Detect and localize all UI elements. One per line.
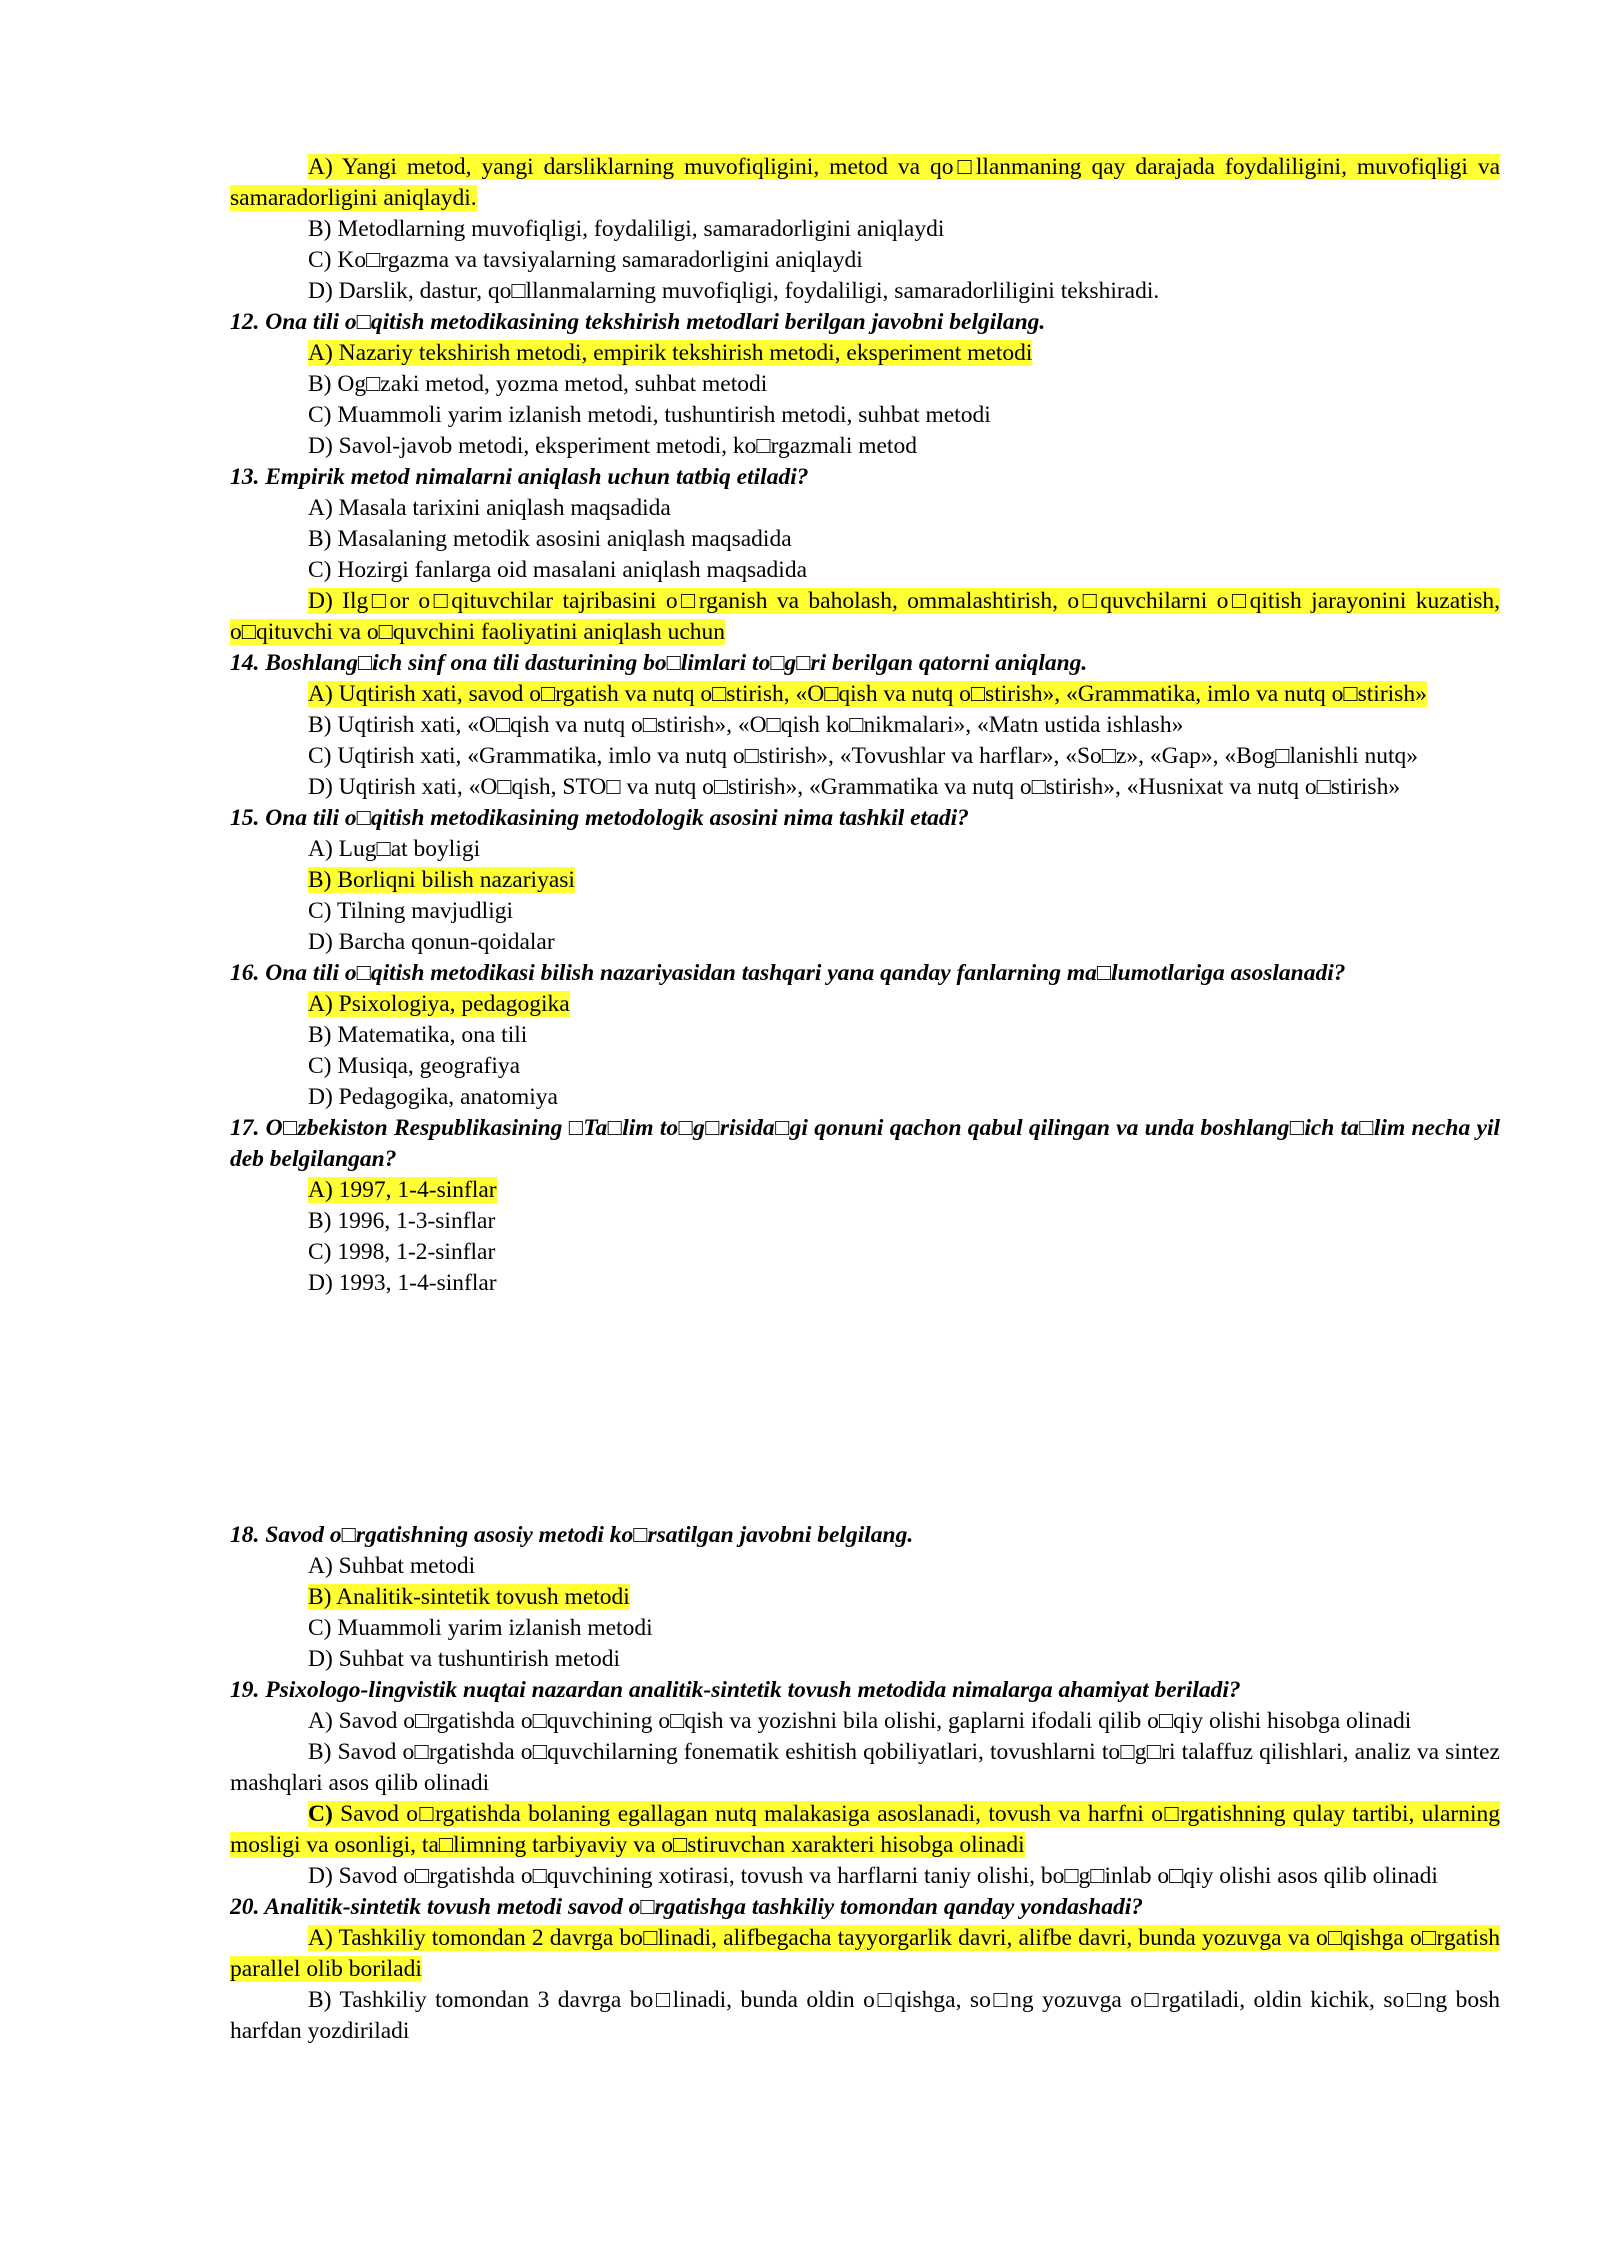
answer-option bbox=[230, 896, 1500, 927]
option-label: B) Analitik-sintetik tovush metodi bbox=[308, 1584, 630, 1610]
answer-option bbox=[230, 1082, 1500, 1113]
option-label: B) Metodlarning muvofiqligi, foydaliligi, samaradorligini aniqlaydi bbox=[308, 216, 945, 242]
answer-option bbox=[230, 493, 1500, 524]
question-label: 12. Ona tili o□qitish metodikasining tekshirish metodlari berilgan javobni belgilang. bbox=[230, 309, 1046, 335]
question-label: 16. Ona tili o□qitish metodikasi bilish nazariyasidan tashqari yana qanday fanlarning ma□lumotlariga asoslanadi? bbox=[230, 960, 1346, 986]
question-label: 19. Psixologo-lingvistik nuqtai nazardan analitik-sintetik tovush metodida nimalarga ahamiyat beriladi? bbox=[230, 1677, 1241, 1703]
option-label: A) Psixologiya, pedagogika bbox=[308, 991, 570, 1017]
question-label: 13. Empirik metod nimalarni aniqlash uchun tatbiq etiladi? bbox=[230, 464, 809, 490]
question-label: 14. Boshlang□ich sinf ona tili dasturining bo□limlari to□g□ri berilgan qatorni aniqlang. bbox=[230, 650, 1088, 676]
option-label: B) Uqtirish xati, «O□qish va nutq o□stirish», «O□qish ko□nikmalari», «Matn ustida ishlash» bbox=[308, 712, 1184, 738]
document-section-bottom bbox=[230, 1520, 1500, 2047]
answer-option bbox=[230, 1706, 1500, 1737]
answer-option bbox=[230, 710, 1500, 741]
option-label: B) 1996, 1-3-sinflar bbox=[308, 1208, 496, 1234]
answer-option bbox=[230, 1237, 1500, 1268]
option-label: D) Darslik, dastur, qo□llanmalarning muvofiqligi, foydaliligi, samaradorliligini tekshiradi. bbox=[308, 278, 1160, 304]
answer-option bbox=[230, 1020, 1500, 1051]
answer-option bbox=[230, 1206, 1500, 1237]
option-label: D) Pedagogika, anatomiya bbox=[308, 1084, 558, 1110]
option-label: A) Savod o□rgatishda o□quvchining o□qish va yozishni bila olishi, gaplarni ifodali qilib o□qiy olishi hisobga olinadi bbox=[308, 1708, 1412, 1734]
question-text bbox=[230, 1520, 1500, 1551]
question-label: 17. O□zbekiston Respublikasining □Ta□lim to□g□risida□gi qonuni qachon qabul qilingan va unda boshlang□ich ta□lim necha yil deb belgilangan? bbox=[230, 1115, 1500, 1172]
option-label: A) Suhbat metodi bbox=[308, 1553, 476, 1579]
option-label: B) Matematika, ona tili bbox=[308, 1022, 528, 1048]
answer-option bbox=[230, 400, 1500, 431]
answer-option bbox=[230, 989, 1500, 1020]
option-label: D) Suhbat va tushuntirish metodi bbox=[308, 1646, 621, 1672]
option-label: C) Uqtirish xati, «Grammatika, imlo va nutq o□stirish», «Tovushlar va harflar», «So□z», «Gap», «Bog□lanishli nutq» bbox=[308, 743, 1419, 769]
answer-option bbox=[230, 586, 1500, 648]
answer-option bbox=[230, 927, 1500, 958]
question-text bbox=[230, 462, 1500, 493]
answer-option bbox=[230, 338, 1500, 369]
option-label: D) Barcha qonun-qoidalar bbox=[308, 929, 555, 955]
answer-option bbox=[230, 555, 1500, 586]
answer-option bbox=[230, 1644, 1500, 1675]
option-label: A) Masala tarixini aniqlash maqsadida bbox=[308, 495, 671, 521]
answer-option bbox=[230, 1737, 1500, 1799]
answer-option bbox=[230, 1613, 1500, 1644]
question-label: 18. Savod o□rgatishning asosiy metodi ko□rsatilgan javobni belgilang. bbox=[230, 1522, 914, 1548]
question-label: 15. Ona tili o□qitish metodikasining metodologik asosini nima tashkil etadi? bbox=[230, 805, 969, 831]
option-letter: C) bbox=[308, 1801, 333, 1827]
option-label: B) Borliqni bilish nazariyasi bbox=[308, 867, 575, 893]
answer-option bbox=[230, 1268, 1500, 1299]
option-label: D) Ilg□or o□qituvchilar tajribasini o□rganish va baholash, ommalashtirish, o□quvchilarni o□qitish jarayonini kuzatish, o□qituvchi va o□quvchini faoliyatini aniqlash uchun bbox=[230, 588, 1500, 645]
option-label: C) Ko□rgazma va tavsiyalarning samaradorligini aniqlaydi bbox=[308, 247, 863, 273]
answer-option bbox=[230, 431, 1500, 462]
option-label: C) Hozirgi fanlarga oid masalani aniqlash maqsadida bbox=[308, 557, 808, 583]
option-label: C) Tilning mavjudligi bbox=[308, 898, 514, 924]
answer-option bbox=[230, 1985, 1500, 2047]
option-label: C) Savod o□rgatishda bolaning egallagan nutq malakasiga asoslanadi, tovush va harfni o□rgatishning qulay tartibi, ularning mosligi va osonligi, ta□limning tarbiyaviy va o□stiruvchan xarakteri hisobga olinadi bbox=[230, 1801, 1500, 1858]
option-label: D) 1993, 1-4-sinflar bbox=[308, 1270, 497, 1296]
option-label: A) Lug□at boyligi bbox=[308, 836, 481, 862]
option-label: B) Og□zaki metod, yozma metod, suhbat metodi bbox=[308, 371, 768, 397]
answer-option bbox=[230, 679, 1500, 710]
answer-option bbox=[230, 369, 1500, 400]
option-label: D) Uqtirish xati, «O□qish, STO□ va nutq o□stirish», «Grammatika va nutq o□stirish», «Husnixat va nutq o□stirish» bbox=[308, 774, 1401, 800]
answer-option bbox=[230, 1175, 1500, 1206]
option-label: B) Savod o□rgatishda o□quvchilarning fonematik eshitish qobiliyatlari, tovushlarni to□g□ri talaffuz qilishlari, analiz va sintez mashqlari asos qilib olinadi bbox=[230, 1739, 1500, 1796]
answer-option bbox=[230, 1799, 1500, 1861]
question-text bbox=[230, 307, 1500, 338]
option-label: A) 1997, 1-4-sinflar bbox=[308, 1177, 497, 1203]
question-text bbox=[230, 1892, 1500, 1923]
answer-option bbox=[230, 276, 1500, 307]
option-label: A) Tashkiliy tomondan 2 davrga bo□linadi, alifbegacha tayyorgarlik davri, alifbe davri, bunda yozuvga va o□qishga o□rgatish parallel olib boriladi bbox=[230, 1925, 1500, 1982]
option-label: A) Yangi metod, yangi darsliklarning muvofiqligini, metod va qo□llanmaning qay darajada foydaliligini, muvofiqligi va samaradorligini aniqlaydi. bbox=[230, 154, 1500, 211]
answer-option bbox=[230, 152, 1500, 214]
question-text bbox=[230, 958, 1500, 989]
question-text bbox=[230, 648, 1500, 679]
answer-option bbox=[230, 1051, 1500, 1082]
option-label: C) Muammoli yarim izlanish metodi, tushuntirish metodi, suhbat metodi bbox=[308, 402, 991, 428]
question-text bbox=[230, 1113, 1500, 1175]
option-label: A) Nazariy tekshirish metodi, empirik tekshirish metodi, eksperiment metodi bbox=[308, 340, 1033, 366]
answer-option bbox=[230, 865, 1500, 896]
option-label: C) Muammoli yarim izlanish metodi bbox=[308, 1615, 653, 1641]
document-section-top bbox=[230, 152, 1500, 1299]
option-label: D) Savod o□rgatishda o□quvchining xotirasi, tovush va harflarni taniy olishi, bo□g□inlab o□qiy olishi asos qilib olinadi bbox=[308, 1863, 1438, 1889]
answer-option bbox=[230, 1582, 1500, 1613]
answer-option bbox=[230, 772, 1500, 803]
answer-option bbox=[230, 741, 1500, 772]
question-label: 20. Analitik-sintetik tovush metodi savod o□rgatishga tashkiliy tomondan qanday yondashadi? bbox=[230, 1894, 1143, 1920]
answer-option bbox=[230, 524, 1500, 555]
option-label: C) Musiqa, geografiya bbox=[308, 1053, 521, 1079]
option-label: B) Tashkiliy tomondan 3 davrga bo□linadi, bunda oldin o□qishga, so□ng yozuvga o□rgatiladi, oldin kichik, so□ng bosh harfdan yozdiriladi bbox=[230, 1987, 1500, 2044]
question-text bbox=[230, 1675, 1500, 1706]
option-label: D) Savol-javob metodi, eksperiment metodi, ko□rgazmali metod bbox=[308, 433, 917, 459]
answer-option bbox=[230, 1551, 1500, 1582]
question-text bbox=[230, 803, 1500, 834]
answer-option bbox=[230, 245, 1500, 276]
answer-option bbox=[230, 1923, 1500, 1985]
option-label: B) Masalaning metodik asosini aniqlash maqsadida bbox=[308, 526, 792, 552]
option-label: A) Uqtirish xati, savod o□rgatish va nutq o□stirish, «O□qish va nutq o□stirish», «Grammatika, imlo va nutq o□stirish» bbox=[308, 681, 1427, 707]
option-label: C) 1998, 1-2-sinflar bbox=[308, 1239, 496, 1265]
answer-option bbox=[230, 214, 1500, 245]
answer-option bbox=[230, 1861, 1500, 1892]
answer-option bbox=[230, 834, 1500, 865]
